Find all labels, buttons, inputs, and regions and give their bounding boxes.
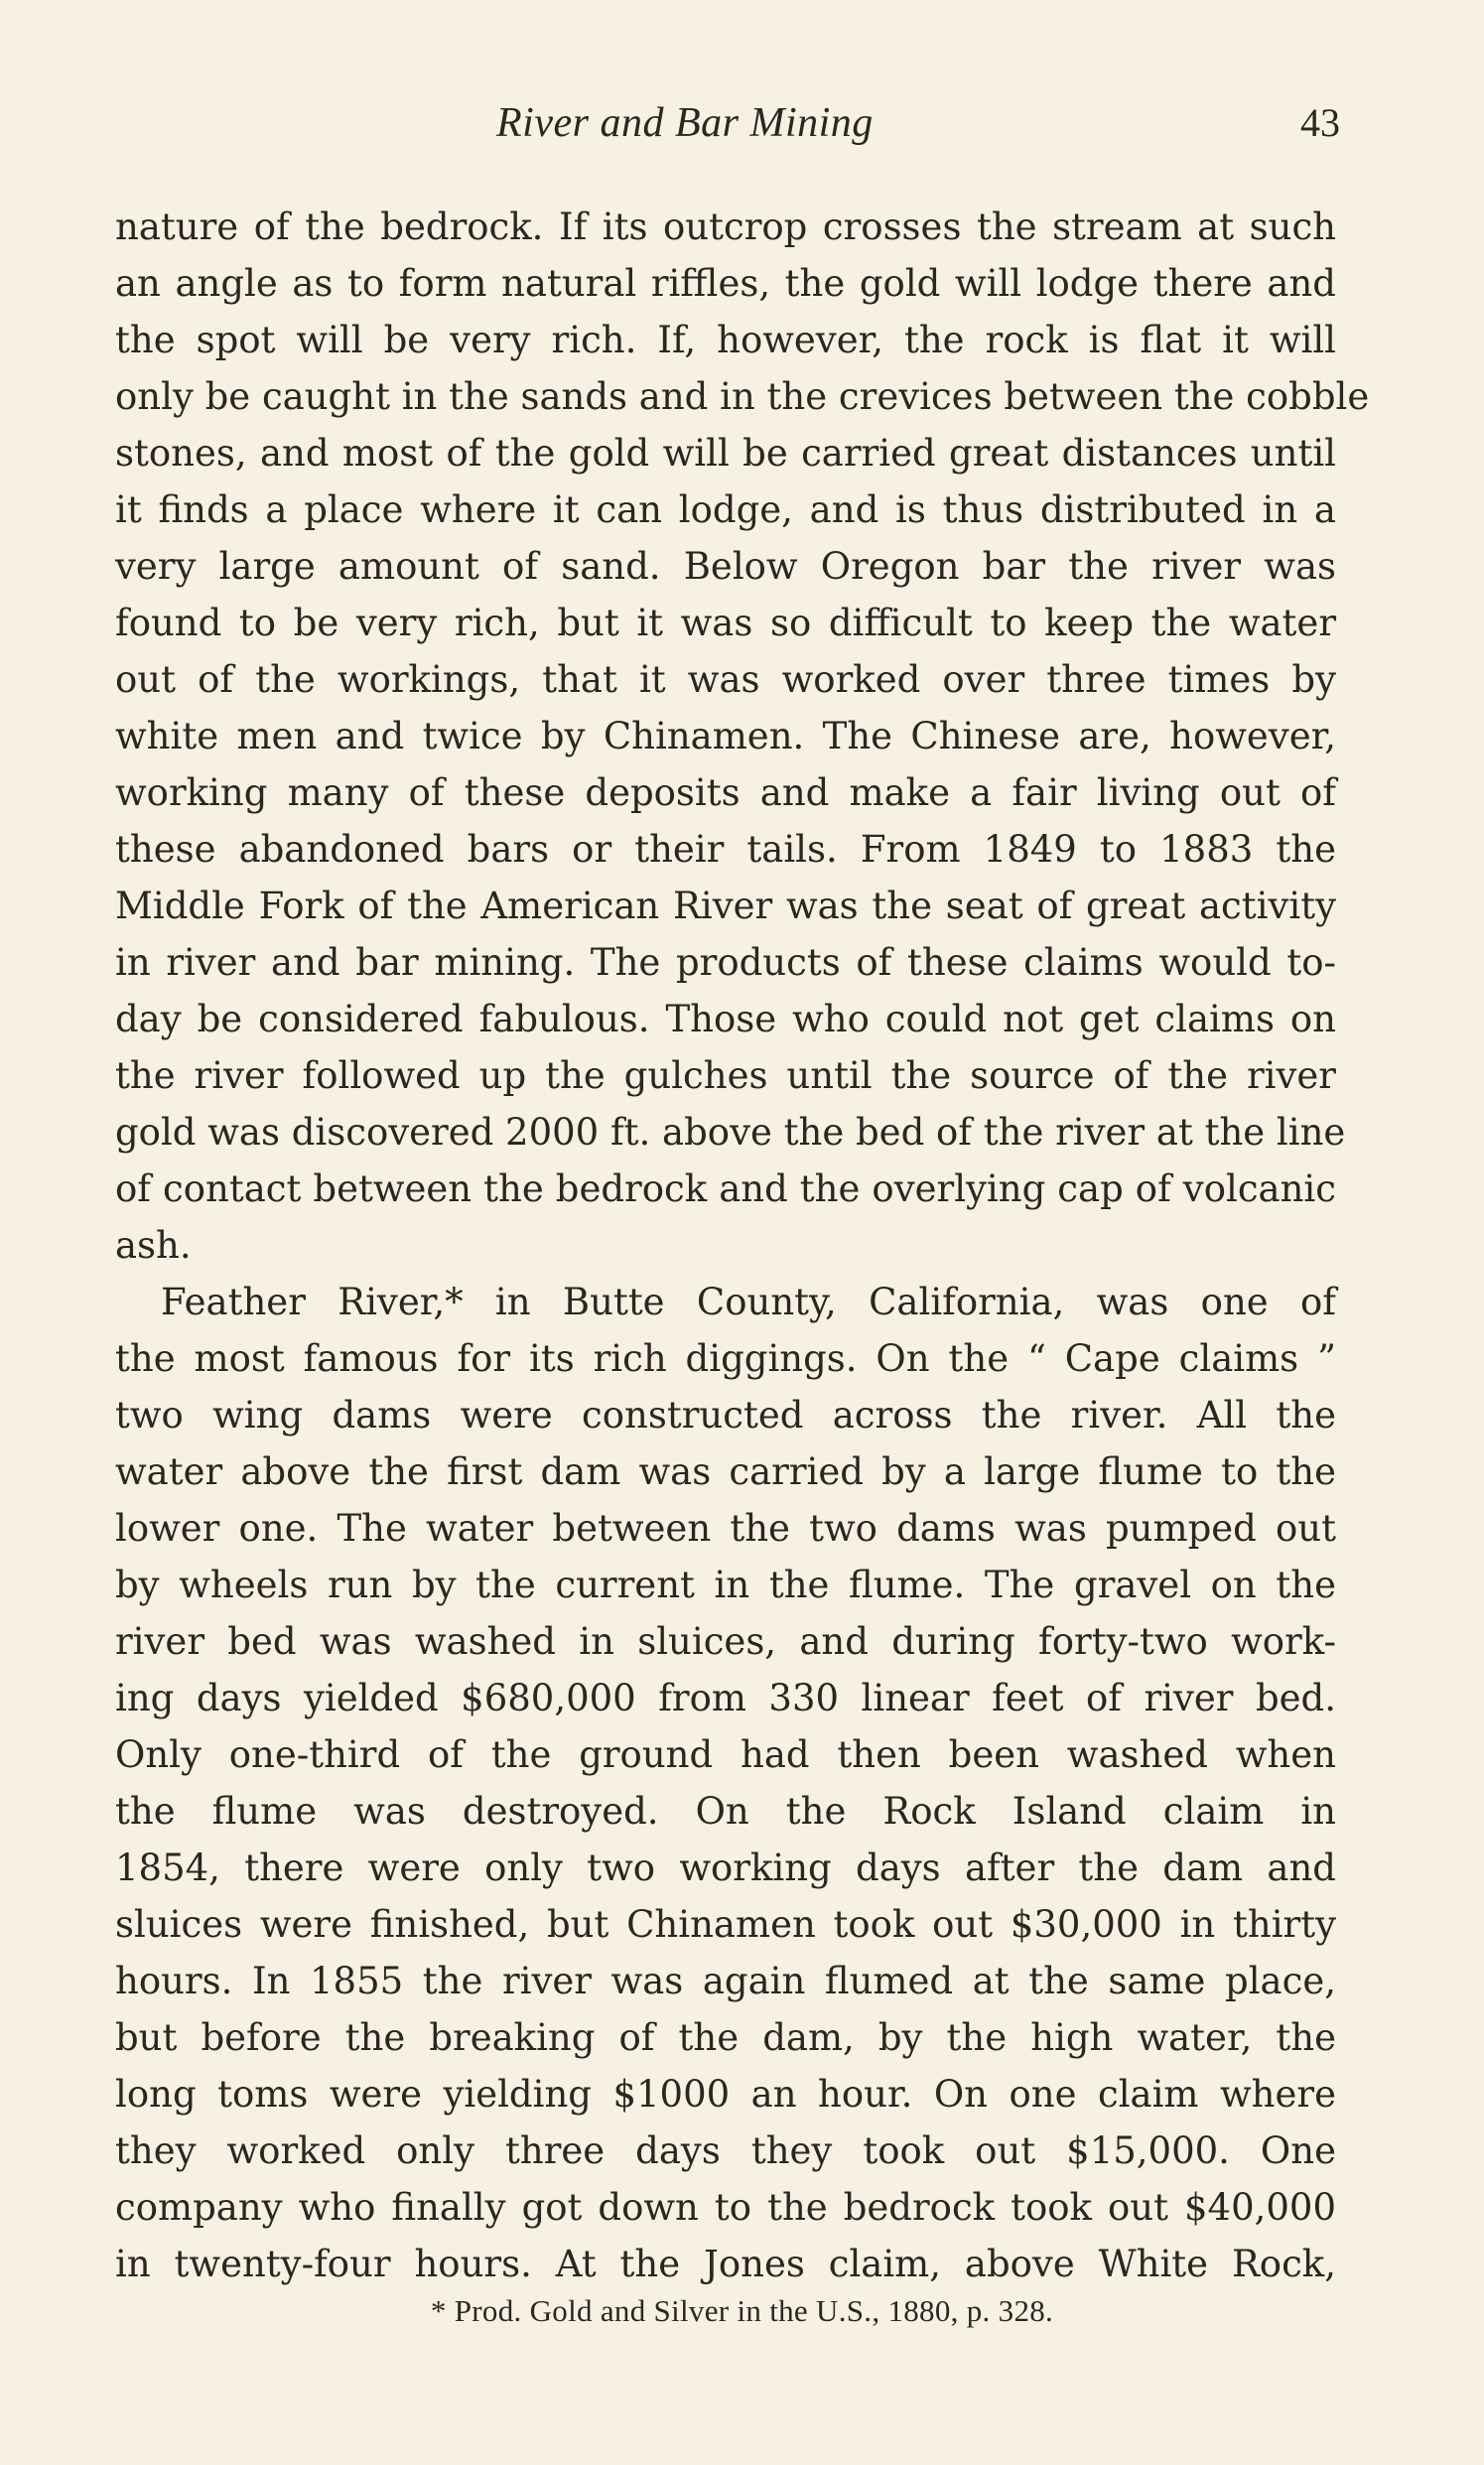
text-line: nature of the bedrock. If its outcrop crosses the stream at such — [115, 205, 1336, 248]
text-line: day be considered fabulous. Those who could not get claims on — [115, 998, 1336, 1040]
text-line: out of the workings, that it was worked over three times by — [115, 658, 1336, 701]
text-line: working many of these deposits and make a fair living out of — [115, 771, 1336, 814]
text-line: very large amount of sand. Below Oregon bar the river was — [115, 545, 1336, 588]
text-line: these abandoned bars or their tails. From 1849 to 1883 the — [115, 828, 1336, 871]
text-line: in river and bar mining. The products of these claims would to- — [115, 941, 1336, 984]
text-line: sluices were finished, but Chinamen took out $30,000 in thirty — [115, 1903, 1336, 1946]
text-line: ing days yielded $680,000 from 330 linear feet of river bed. — [115, 1677, 1336, 1719]
text-line: of contact between the bedrock and the overlying cap of volcanic — [115, 1167, 1336, 1210]
text-line: lower one. The water between the two dams was pumped out — [115, 1507, 1336, 1550]
text-line: by wheels run by the current in the flume. The gravel on the — [115, 1564, 1336, 1606]
text-line: it finds a place where it can lodge, and is thus distributed in a — [115, 488, 1336, 531]
text-line: company who finally got down to the bedrock took out $40,000 — [115, 2186, 1336, 2229]
text-line: the most famous for its rich diggings. On the “ Cape claims ” — [115, 1337, 1336, 1380]
text-line: an angle as to form natural riffles, the gold will lodge there and — [115, 262, 1336, 305]
text-line: white men and twice by Chinamen. The Chinese are, however, — [115, 715, 1336, 757]
text-line: they worked only three days they took out $15,000. One — [115, 2129, 1336, 2172]
text-line: ash. — [115, 1224, 192, 1267]
text-line: the river followed up the gulches until the source of the river — [115, 1054, 1336, 1097]
text-line: Middle Fork of the American River was the seat of great activity — [115, 885, 1336, 927]
text-line: the spot will be very rich. If, however, the rock is flat it will — [115, 319, 1336, 361]
text-line: two wing dams were constructed across the river. All the — [115, 1394, 1336, 1437]
text-line: in twenty-four hours. At the Jones claim, above White Rock, — [115, 2243, 1336, 2285]
text-line: long toms were yielding $1000 an hour. On one claim where — [115, 2073, 1336, 2116]
paragraph — [115, 199, 1370, 1274]
text-line: only be caught in the sands and in the crevices between the cobble — [115, 375, 1370, 418]
body-text — [115, 199, 1370, 2292]
text-line: water above the first dam was carried by a large flume to the — [115, 1450, 1336, 1493]
text-line: stones, and most of the gold will be carried great distances until — [115, 432, 1336, 475]
text-line: 1854, there were only two working days after the dam and — [115, 1847, 1336, 1889]
footnote: * Prod. Gold and Silver in the U.S., 1880, p. 328. — [430, 2293, 1054, 2328]
text-line: but before the breaking of the dam, by the high water, the — [115, 2016, 1336, 2059]
text-line: hours. In 1855 the river was again flumed at the same place, — [115, 1960, 1336, 2002]
page-number: 43 — [1300, 100, 1340, 145]
running-head — [0, 99, 1484, 159]
text-line: gold was discovered 2000 ft. above the bed of the river at the line — [115, 1111, 1346, 1154]
text-line: the flume was destroyed. On the Rock Island claim in — [115, 1790, 1336, 1833]
paragraph — [115, 1274, 1336, 2292]
running-title: River and Bar Mining — [496, 100, 874, 146]
text-line: Feather River,* in Butte County, California, was one of — [161, 1281, 1336, 1323]
text-line: river bed was washed in sluices, and during forty-two work- — [115, 1620, 1336, 1663]
text-line: found to be very rich, but it was so difficult to keep the water — [115, 602, 1336, 644]
text-line: Only one-third of the ground had then been washed when — [115, 1733, 1336, 1776]
